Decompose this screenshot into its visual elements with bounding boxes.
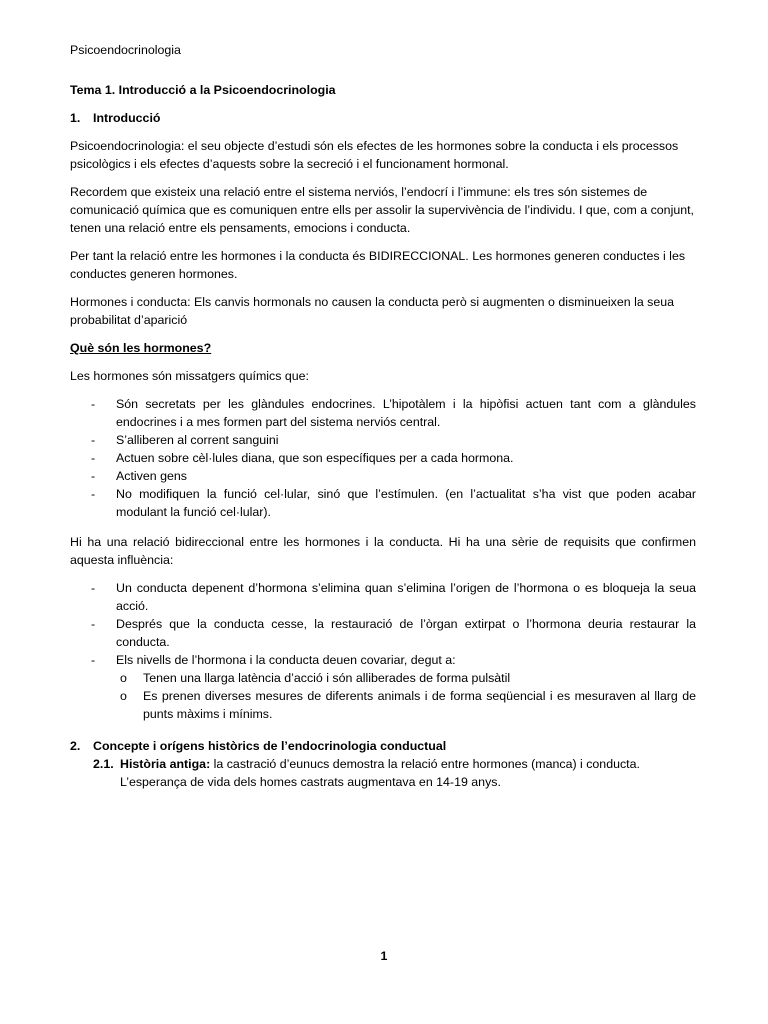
list-item: - Són secretats per les glàndules endocrines. L’hipotàlem i la hipòfisi actuen tant com a glàndules endocrines i a mes formen part del sistema nerviós central. [70,395,696,431]
dash-bullet: - [91,397,96,411]
sub-list-container [70,669,696,723]
list-item: - Activen gens [70,467,696,485]
dash-bullet: - [91,469,96,483]
paragraph-requirements: Hi ha una relació bidireccional entre les hormones i la conducta. Hi ha una sèrie de requisits que confirmen aquesta influència: [70,535,696,567]
list-item: - Actuen sobre cèl·lules diana, que son específiques per a cada hormona. [70,449,696,467]
circle-bullet: o [120,671,127,685]
subsection-number: 2.1. [93,757,114,771]
section-1-heading [70,109,696,127]
sub-list-item: o Tenen una llarga latència d’acció i són alliberades de forma pulsàtil [70,669,696,687]
sub-list-item: o Es prenen diverses mesures de diferents animals i de forma seqüencial i es mesuraven al llarg de punts màxims i mínims. [70,687,696,723]
list-item: - Després que la conducta cesse, la restauració de l’òrgan extirpat o l’hormona deuria restaurar la conducta. [70,615,696,651]
dash-bullet: - [91,433,96,447]
dash-bullet: - [91,451,96,465]
subsection-label: Història antiga: [120,757,211,771]
circle-bullet: o [120,689,127,703]
paragraph-systems: Recordem que existeix una relació entre el sistema nerviós, l’endocrí i l’immune: els tres són sistemes de comunicació química que es comuniquen entre ells per assolir la supervivència de l’individu. I que, com a conjunt, tenen una relació entre els pensaments, emocions i conducta. [70,185,694,235]
paragraph-hormones-conduct: Hormones i conducta: Els canvis hormonals no causen la conducta però si augmenten o disminueixen la seua probabilitat d’aparició [70,295,675,327]
document-header: Psicoendocrinologia [70,43,181,57]
list-item: - Els nivells de l’hormona i la conducta deuen covariar, degut a: [70,651,696,669]
dash-bullet: - [91,617,96,631]
section-2-title: Concepte i orígens històrics de l’endocrinologia conductual [93,739,447,753]
list-item: - No modifiquen la funció cel·lular, sinó que l’estímulen. (en l’actualitat s’ha vist que poden acabar modulant la funció cel·lular). [70,485,696,521]
section-2-heading [70,737,696,755]
page-number: 1 [380,949,388,963]
question-heading: Què són les hormones? [70,341,212,355]
list-item: - S’alliberen al corrent sanguini [70,431,696,449]
section-1-number: 1. [70,111,81,125]
covariance-sublist [70,669,696,723]
subsection-2-1 [70,755,696,773]
list-item: - Un conducta depenent d’hormona s’elimina quan s’elimina l’origen de l’hormona o es bloqueja la seua acció. [70,579,696,615]
section-2 [70,737,696,791]
section-2-number: 2. [70,739,81,753]
subsection-2-1-line2: L’esperança de vida dels homes castrats augmentava en 14-19 anys. [120,775,501,789]
requirements-list [70,579,696,723]
dash-bullet: - [91,653,96,667]
dash-bullet: - [91,581,96,595]
hormones-list [70,395,696,521]
paragraph-bidirectional: Per tant la relació entre les hormones i la conducta és BIDIRECCIONAL. Les hormones generen conductes i les conductes generen hormones. [70,249,686,281]
dash-bullet: - [91,487,96,501]
paragraph-hormones-intro: Les hormones són missatgers químics que: [70,369,309,383]
paragraph-definition: Psicoendocrinologia: el seu objecte d’estudi són els efectes de les hormones sobre la conducta i els processos psicològics i els efectes d’aquests sobre la secreció i el funcionament hormonal. [70,139,679,171]
section-1-title: Introducció [93,111,161,125]
subsection-body: la castració d’eunucs demostra la relació entre hormones (manca) i conducta. [210,757,640,771]
subsection-text [120,755,640,773]
tema-title: Tema 1. Introducció a la Psicoendocrinologia [70,83,336,97]
